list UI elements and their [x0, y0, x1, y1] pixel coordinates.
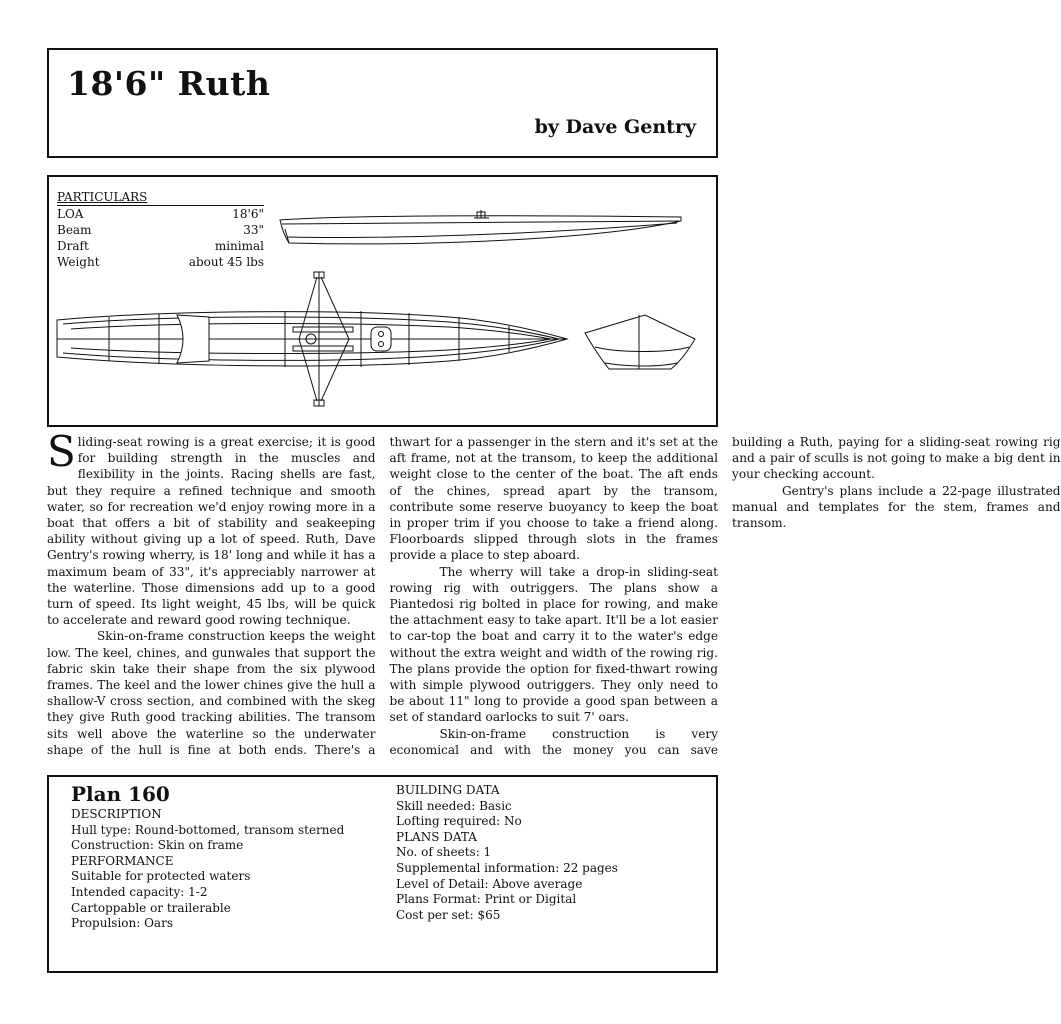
- particulars-label: Weight: [57, 255, 100, 269]
- skill-needed: Skill needed: Basic: [396, 798, 512, 813]
- particulars-label: Draft: [57, 239, 89, 253]
- description-heading: DESCRIPTION: [71, 807, 162, 821]
- plans-format: Plans Format: Print or Digital: [396, 892, 577, 907]
- performance-heading: PERFORMANCE: [71, 853, 174, 868]
- particulars-heading: PARTICULARS: [57, 189, 264, 206]
- lofting-required: Lofting required: No: [396, 814, 522, 829]
- intended-capacity: Intended capacity: 1-2: [71, 884, 208, 899]
- plans-heading: PLANS DATA: [396, 829, 477, 844]
- particulars-label: Beam: [57, 223, 92, 237]
- suitable-waters: Suitable for protected waters: [71, 869, 251, 884]
- supplemental-info: Supplemental information: 22 pages: [396, 860, 618, 875]
- author-byline: by Dave Gentry: [534, 116, 696, 138]
- page-title: 18'6" Ruth: [67, 64, 271, 103]
- cost-per-set: Cost per set: $65: [396, 907, 501, 922]
- transport: Cartoppable or trailerable: [71, 900, 231, 915]
- article-paragraph: Gentry's plans include a 22-page illustrated manual and templates for the stem, frames and transom.: [732, 483, 1061, 531]
- sheet-count: No. of sheets: 1: [396, 845, 492, 860]
- article-body: [47, 427, 1061, 766]
- plan-view: [57, 272, 567, 406]
- particulars-value: minimal: [214, 239, 264, 253]
- profile-view: [280, 210, 681, 244]
- drawing-box: [47, 175, 718, 427]
- particulars-value: about 45 lbs: [188, 255, 264, 269]
- drop-cap: S: [47, 427, 76, 476]
- particulars-value: 18'6": [232, 207, 264, 221]
- plan-box: [47, 775, 718, 973]
- plan-title: Plan 160: [71, 782, 170, 806]
- construction: Construction: Skin on frame: [71, 838, 244, 853]
- building-heading: BUILDING DATA: [396, 783, 500, 797]
- propulsion: Propulsion: Oars: [71, 916, 173, 931]
- article-paragraph: Skin-on-frame construction keeps the weight low. The keel, chines, and gunwales that support the fabric skin take their shape from the six plywood frames. The keel and the lower chines give the hull a shallow-V cross section, and combined with the skeg they give Ruth good tracking abilities. The transom sits well above the waterline so the underwater shape of the hull is fine at both ends. There's a thwart for a passenger in the stern and it's set at the aft frame, not at the transom, to keep the additional weight close to the center of the boat. The aft ends of the chines, spread apart by the transom, contribute some reserve buoyancy to keep the boat in proper trim if you choose to take a friend along. Floorboards slipped through slots in the frames provide a place to step aboard.: [47, 435, 718, 757]
- section-view: [585, 315, 695, 369]
- article-paragraph: Skin-on-frame construction is very economical and with the money you can save building a Ruth, paying for a sliding-seat rowing rig and a pair of sculls is not going to make a big dent in your checking account.: [389, 435, 1061, 757]
- particulars-label: LOA: [57, 207, 84, 221]
- plan-description: [71, 783, 391, 932]
- hull-type: Hull type: Round-bottomed, transom sterned: [71, 822, 345, 837]
- particulars-value: 33": [243, 223, 264, 237]
- boat-drawings: [49, 177, 716, 425]
- article-paragraph: Sliding-seat rowing is a great exercise; it is good for building strength in the muscles and flexibility in the joints. Racing shells are fast, but they require a refined technique and smooth water, so for recreation we'd enjoy rowing more in a boat that offers a bit of stability and seakeeping ability without giving up a lot of speed. Ruth, Dave Gentry's rowing wherry, is 18' long and while it has a maximum beam of 33", it's appreciably narrower at the waterline. Those dimensions add up to a good turn of speed. Its light weight, 45 lbs, will be quick to accelerate and reward good rowing technique.: [47, 427, 376, 628]
- plan-building-data: [396, 783, 696, 923]
- title-box: [47, 48, 718, 158]
- level-of-detail: Level of Detail: Above average: [396, 876, 583, 891]
- article-paragraph: The wherry will take a drop-in sliding-seat rowing rig with outriggers. The plans show a Piantedosi rig bolted in place for rowing, and make the attachment easy to take apart. It'll be a lot easier to car-top the boat and carry it to the water's edge without the extra weight and width of the rowing rig. The plans provide the option for fixed-thwart rowing with simple plywood outriggers. They only need to be about 11" long to provide a good span between a set of standard oarlocks to suit 7' oars.: [389, 564, 718, 725]
